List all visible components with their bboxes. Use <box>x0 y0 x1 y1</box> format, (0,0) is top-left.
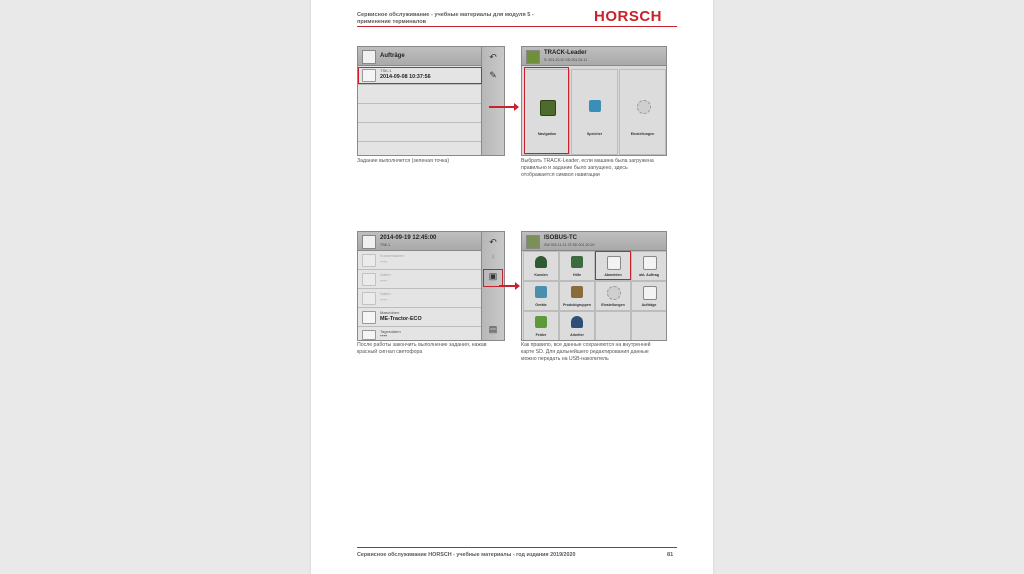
back-icon[interactable]: ↶ <box>489 52 497 62</box>
tile-empty <box>631 311 667 341</box>
tile-einstellungen[interactable] <box>619 69 666 155</box>
device-icon <box>535 286 547 298</box>
screen-auftraege <box>357 46 505 156</box>
tile-label: akt. Auftrag <box>639 273 659 277</box>
tasks-icon <box>643 286 657 300</box>
tractor-icon <box>362 311 376 324</box>
pause-icon[interactable]: II <box>491 255 495 261</box>
tile-label: Kunden <box>534 273 548 277</box>
tile-label: Einstellungen <box>601 303 625 307</box>
tile-label: Aufträge <box>641 303 657 307</box>
tile-einstellungen[interactable] <box>595 281 631 311</box>
row-value: ME-Tractor-ECO <box>380 316 422 322</box>
tile-label: Felder <box>535 333 547 337</box>
save-disk-icon <box>589 100 601 112</box>
tile-produktgruppen[interactable] <box>559 281 595 311</box>
task-id: TSK-1 <box>380 68 392 73</box>
screen-track-leader <box>521 46 667 156</box>
row-label: Maschinen <box>380 310 400 315</box>
page-number: 81 <box>667 552 674 558</box>
highlight-box <box>524 67 569 154</box>
side-button-bar <box>481 47 504 155</box>
highlight-box <box>595 251 631 280</box>
tile-label: Arbeiter <box>570 333 584 337</box>
document-page <box>311 0 713 574</box>
customer-icon <box>362 254 376 267</box>
tile-kunden[interactable] <box>523 251 559 281</box>
header-title: Сервисное обслуживание - учебные материалы для модуля 5 - применение терминалов <box>357 12 534 25</box>
track-leader-icon <box>526 50 540 64</box>
row-value: ---- <box>380 259 388 265</box>
tile-label: Einstellungen <box>630 132 655 136</box>
product-group-icon <box>571 286 583 298</box>
document-icon <box>362 50 376 64</box>
header-divider <box>357 26 677 27</box>
horsch-logo: HORSCH <box>594 8 663 25</box>
tile-empty <box>595 311 631 341</box>
empty-row[interactable] <box>358 142 482 156</box>
active-task-icon <box>643 256 657 270</box>
farm-icon <box>571 256 583 268</box>
list-icon[interactable]: ▤ <box>488 324 498 334</box>
row-value: ---- <box>380 333 388 339</box>
document-icon <box>362 235 376 249</box>
screen-subtitle: S: 001.20.20 SD 001.04.11 <box>544 58 588 62</box>
tile-akt-auftrag[interactable] <box>631 251 667 281</box>
row-label: Kundendaten <box>380 253 404 258</box>
screen-header <box>358 47 482 66</box>
screen-header <box>522 232 666 251</box>
gear-icon <box>637 100 651 114</box>
caption-1: Задание выполняется (зеленая точка) <box>357 158 450 164</box>
farm-icon <box>362 273 376 286</box>
field-icon <box>362 292 376 305</box>
tile-arbeiter[interactable] <box>559 311 595 341</box>
empty-row[interactable] <box>358 85 482 104</box>
empty-row[interactable] <box>358 123 482 142</box>
tile-label: Geräte <box>535 303 547 307</box>
gear-icon <box>607 286 621 300</box>
highlight-box <box>358 67 482 84</box>
detail-row[interactable] <box>358 289 482 308</box>
detail-row[interactable] <box>358 270 482 289</box>
tile-label: Speicher <box>586 132 603 136</box>
tile-hoefe[interactable] <box>559 251 595 281</box>
screen-title: ISOBUS-TC <box>544 235 577 241</box>
worker-icon <box>571 316 583 328</box>
screen-isobus-tc <box>521 231 667 341</box>
detail-row[interactable] <box>358 251 482 270</box>
empty-row[interactable] <box>358 104 482 123</box>
task-date: 2014-09-08 10:37:56 <box>380 74 431 80</box>
row-value: ---- <box>380 297 388 303</box>
tile-label: Höfe <box>573 273 581 277</box>
screen-header <box>358 232 482 251</box>
isobus-tc-icon <box>526 235 540 249</box>
tile-label: Produktgruppen <box>563 303 591 307</box>
customer-icon <box>535 256 547 268</box>
stop-traffic-light-icon[interactable]: ▣ <box>488 271 498 281</box>
caption-4: Как правило, все данные сохраняются на внутренней карте SD. Для дальнейшего редактирования данные можно передать на USB-накопитель <box>521 342 651 362</box>
tile-label: Navigation <box>537 132 557 136</box>
edit-icon[interactable]: ✎ <box>489 70 497 80</box>
screen-subtitle: SW 002.11.21.75 SD 001.20.20 <box>544 243 595 247</box>
handshake-icon <box>362 330 376 340</box>
row-value: ---- <box>380 278 388 284</box>
screen-task-details <box>357 231 505 341</box>
row-label: Tagesdaten <box>380 329 401 334</box>
row-label: Daten <box>380 272 391 277</box>
tile-felder[interactable] <box>523 311 559 341</box>
screen-title: TRACK-Leader <box>544 50 587 56</box>
arrow-right-icon <box>499 285 517 287</box>
caption-3: После работы закончить выполнение задания, нажав красный сигнал светофора <box>357 342 487 355</box>
field-icon <box>535 316 547 328</box>
arrow-right-icon <box>489 106 516 108</box>
tile-label: Abmelden <box>604 273 622 277</box>
back-icon[interactable]: ↶ <box>489 237 497 247</box>
screen-title: Aufträge <box>380 53 405 59</box>
detail-row[interactable] <box>358 327 482 341</box>
footer-text: Сервисное обслуживание HORSCH - учебные материалы - год издания 2019/2020 <box>357 552 576 558</box>
screen-header <box>522 47 666 66</box>
detail-row[interactable] <box>358 308 482 327</box>
tile-speicher[interactable] <box>571 69 618 155</box>
screen-title: 2014-09-19 12:45:00 <box>380 235 437 241</box>
caption-2: Выбрать TRACK-Leader, если машина была загружена правильно и задание было запущено, здесь отображается символ навигации <box>521 158 654 178</box>
screen-subtitle: TSK-1 <box>380 243 391 247</box>
row-label: Daten <box>380 291 391 296</box>
tile-geraete[interactable] <box>523 281 559 311</box>
footer-divider <box>357 547 677 548</box>
tile-auftraege[interactable] <box>631 281 667 311</box>
